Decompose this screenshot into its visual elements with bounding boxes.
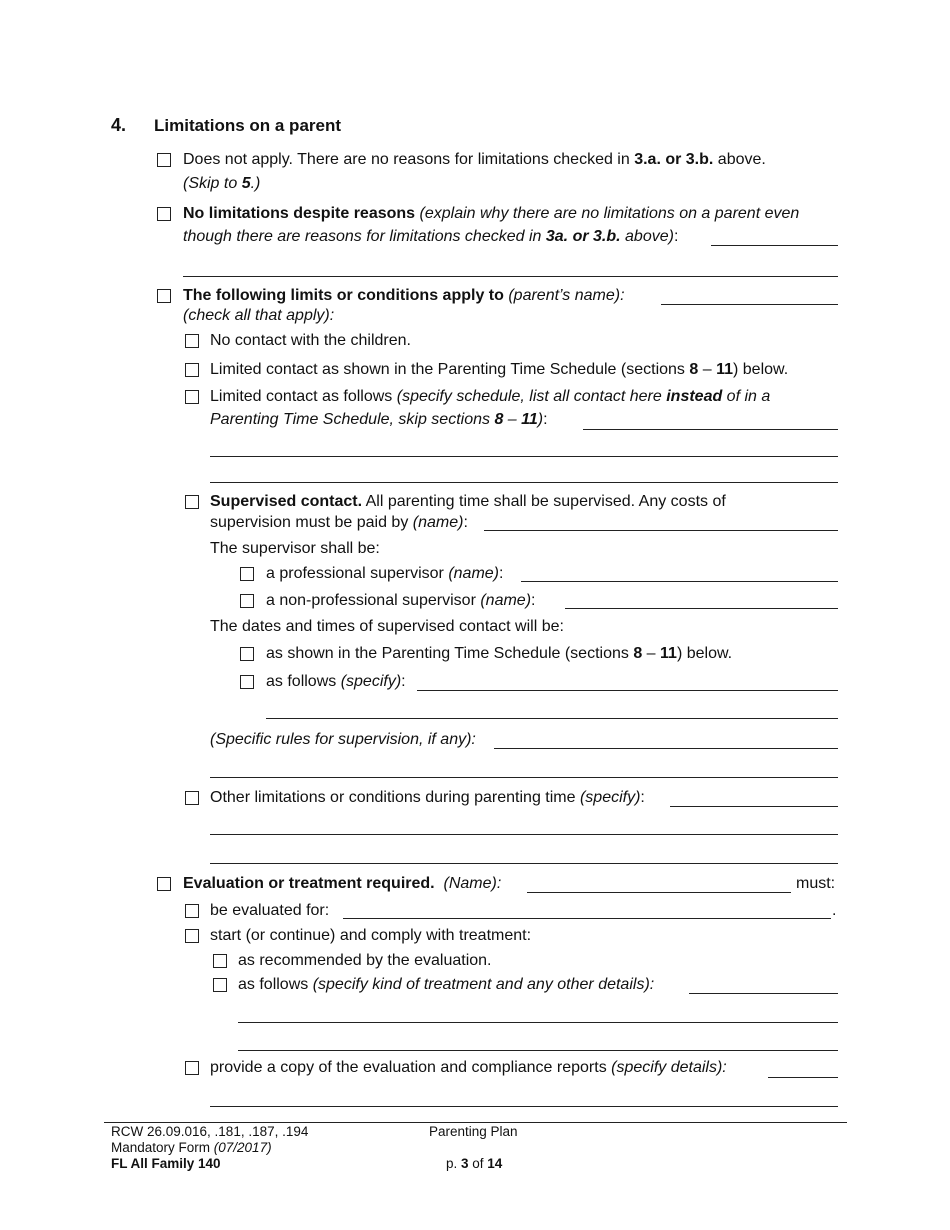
does-not-apply-text: Does not apply. There are no reasons for limitations checked in 3.a. or 3.b. above. <box>183 151 766 168</box>
evaluation-checkbox[interactable] <box>157 877 171 891</box>
supervisor-heading: The supervisor shall be: <box>210 540 380 557</box>
supervised-as-shown-label: as shown in the Parenting Time Schedule (sections 8 – 11) below. <box>266 645 733 662</box>
supervision-rules-label: (Specific rules for supervision, if any): <box>210 731 476 748</box>
footer-page-number: p. 3 of 14 <box>446 1156 503 1171</box>
supervision-payer-field[interactable] <box>484 530 838 531</box>
other-limitations-field-3[interactable] <box>210 863 838 864</box>
limited-contact-field-2[interactable] <box>210 456 838 457</box>
supervised-follows-field-1[interactable] <box>417 690 838 691</box>
footer-divider <box>104 1122 847 1123</box>
be-evaluated-checkbox[interactable] <box>185 904 199 918</box>
other-limitations-label: Other limitations or conditions during parenting time (specify): <box>210 789 645 806</box>
provide-copy-field-2[interactable] <box>210 1106 838 1107</box>
supervised-contact-checkbox[interactable] <box>185 495 199 509</box>
no-contact-label: No contact with the children. <box>210 332 411 349</box>
treatment-follows-field-2[interactable] <box>238 1022 838 1023</box>
skip-instruction: (Skip to 5.) <box>183 175 261 192</box>
footer-form-id: FL All Family 140 <box>111 1156 221 1171</box>
section-number: 4. <box>111 115 127 135</box>
other-limitations-field-1[interactable] <box>670 806 838 807</box>
treatment-label: start (or continue) and comply with treatment: <box>210 927 532 944</box>
supervision-rules-field-2[interactable] <box>210 777 838 778</box>
supervision-rules-field-1[interactable] <box>494 748 838 749</box>
as-recommended-label: as recommended by the evaluation. <box>238 952 492 969</box>
supervised-as-shown-checkbox[interactable] <box>240 647 254 661</box>
other-limitations-field-2[interactable] <box>210 834 838 835</box>
professional-supervisor-checkbox[interactable] <box>240 567 254 581</box>
be-evaluated-field[interactable] <box>343 918 831 919</box>
limited-contact-follows-checkbox[interactable] <box>185 390 199 404</box>
treatment-checkbox[interactable] <box>185 929 199 943</box>
limited-contact-schedule-label: Limited contact as shown in the Parenting Time Schedule (sections 8 – 11) below. <box>210 361 789 378</box>
treatment-as-follows-label: as follows (specify kind of treatment and any other details): <box>238 976 655 993</box>
be-evaluated-label: be evaluated for: <box>210 902 330 919</box>
non-professional-supervisor-field[interactable] <box>565 608 838 609</box>
check-all-note: (check all that apply): <box>183 307 335 324</box>
treatment-as-follows-checkbox[interactable] <box>213 978 227 992</box>
limited-contact-field-3[interactable] <box>210 482 838 483</box>
supervised-as-follows-label: as follows (specify): <box>266 673 406 690</box>
professional-supervisor-field[interactable] <box>521 581 838 582</box>
no-limitations-explain-field-2[interactable] <box>183 276 838 277</box>
non-professional-supervisor-label: a non-professional supervisor (name): <box>266 592 536 609</box>
as-recommended-checkbox[interactable] <box>213 954 227 968</box>
other-limitations-checkbox[interactable] <box>185 791 199 805</box>
parent-name-field[interactable] <box>661 304 838 305</box>
dates-heading: The dates and times of supervised contact will be: <box>210 618 564 635</box>
limits-apply-text: The following limits or conditions apply to (parent’s name): <box>183 287 625 304</box>
section-title: Limitations on a parent <box>154 116 342 135</box>
footer-mandatory: Mandatory Form (07/2017) <box>111 1140 272 1155</box>
provide-copy-field-1[interactable] <box>768 1077 838 1078</box>
no-limitations-text-2: though there are reasons for limitations checked in 3a. or 3.b. above): <box>183 228 679 245</box>
treatment-follows-field-3[interactable] <box>238 1050 838 1051</box>
limited-contact-field-1[interactable] <box>583 429 838 430</box>
evaluation-name-field[interactable] <box>527 892 791 893</box>
evaluation-label: Evaluation or treatment required. (Name): <box>183 875 502 892</box>
supervised-follows-field-2[interactable] <box>266 718 838 719</box>
supervision-cost-text: supervision must be paid by (name): <box>210 514 468 531</box>
must-label: must: <box>796 875 836 892</box>
does-not-apply-checkbox[interactable] <box>157 153 171 167</box>
limited-contact-follows-label-2: Parenting Time Schedule, skip sections 8 – 11): <box>210 411 548 428</box>
no-contact-checkbox[interactable] <box>185 334 199 348</box>
non-professional-supervisor-checkbox[interactable] <box>240 594 254 608</box>
no-limitations-explain-field[interactable] <box>711 245 838 246</box>
no-limitations-checkbox[interactable] <box>157 207 171 221</box>
limited-contact-schedule-checkbox[interactable] <box>185 363 199 377</box>
treatment-follows-field-1[interactable] <box>689 993 838 994</box>
provide-copy-label: provide a copy of the evaluation and compliance reports (specify details): <box>210 1059 727 1076</box>
footer-doc-title: Parenting Plan <box>429 1124 518 1139</box>
supervised-contact-text: Supervised contact. All parenting time shall be supervised. Any costs of <box>210 493 726 510</box>
no-limitations-text: No limitations despite reasons (explain why there are no limitations on a parent even <box>183 205 800 222</box>
period-mark: . <box>832 902 837 919</box>
limited-contact-follows-label: Limited contact as follows (specify schedule, list all contact here instead of in a <box>210 388 771 405</box>
supervised-as-follows-checkbox[interactable] <box>240 675 254 689</box>
footer-rcw: RCW 26.09.016, .181, .187, .194 <box>111 1124 309 1139</box>
limits-apply-checkbox[interactable] <box>157 289 171 303</box>
professional-supervisor-label: a professional supervisor (name): <box>266 565 504 582</box>
provide-copy-checkbox[interactable] <box>185 1061 199 1075</box>
